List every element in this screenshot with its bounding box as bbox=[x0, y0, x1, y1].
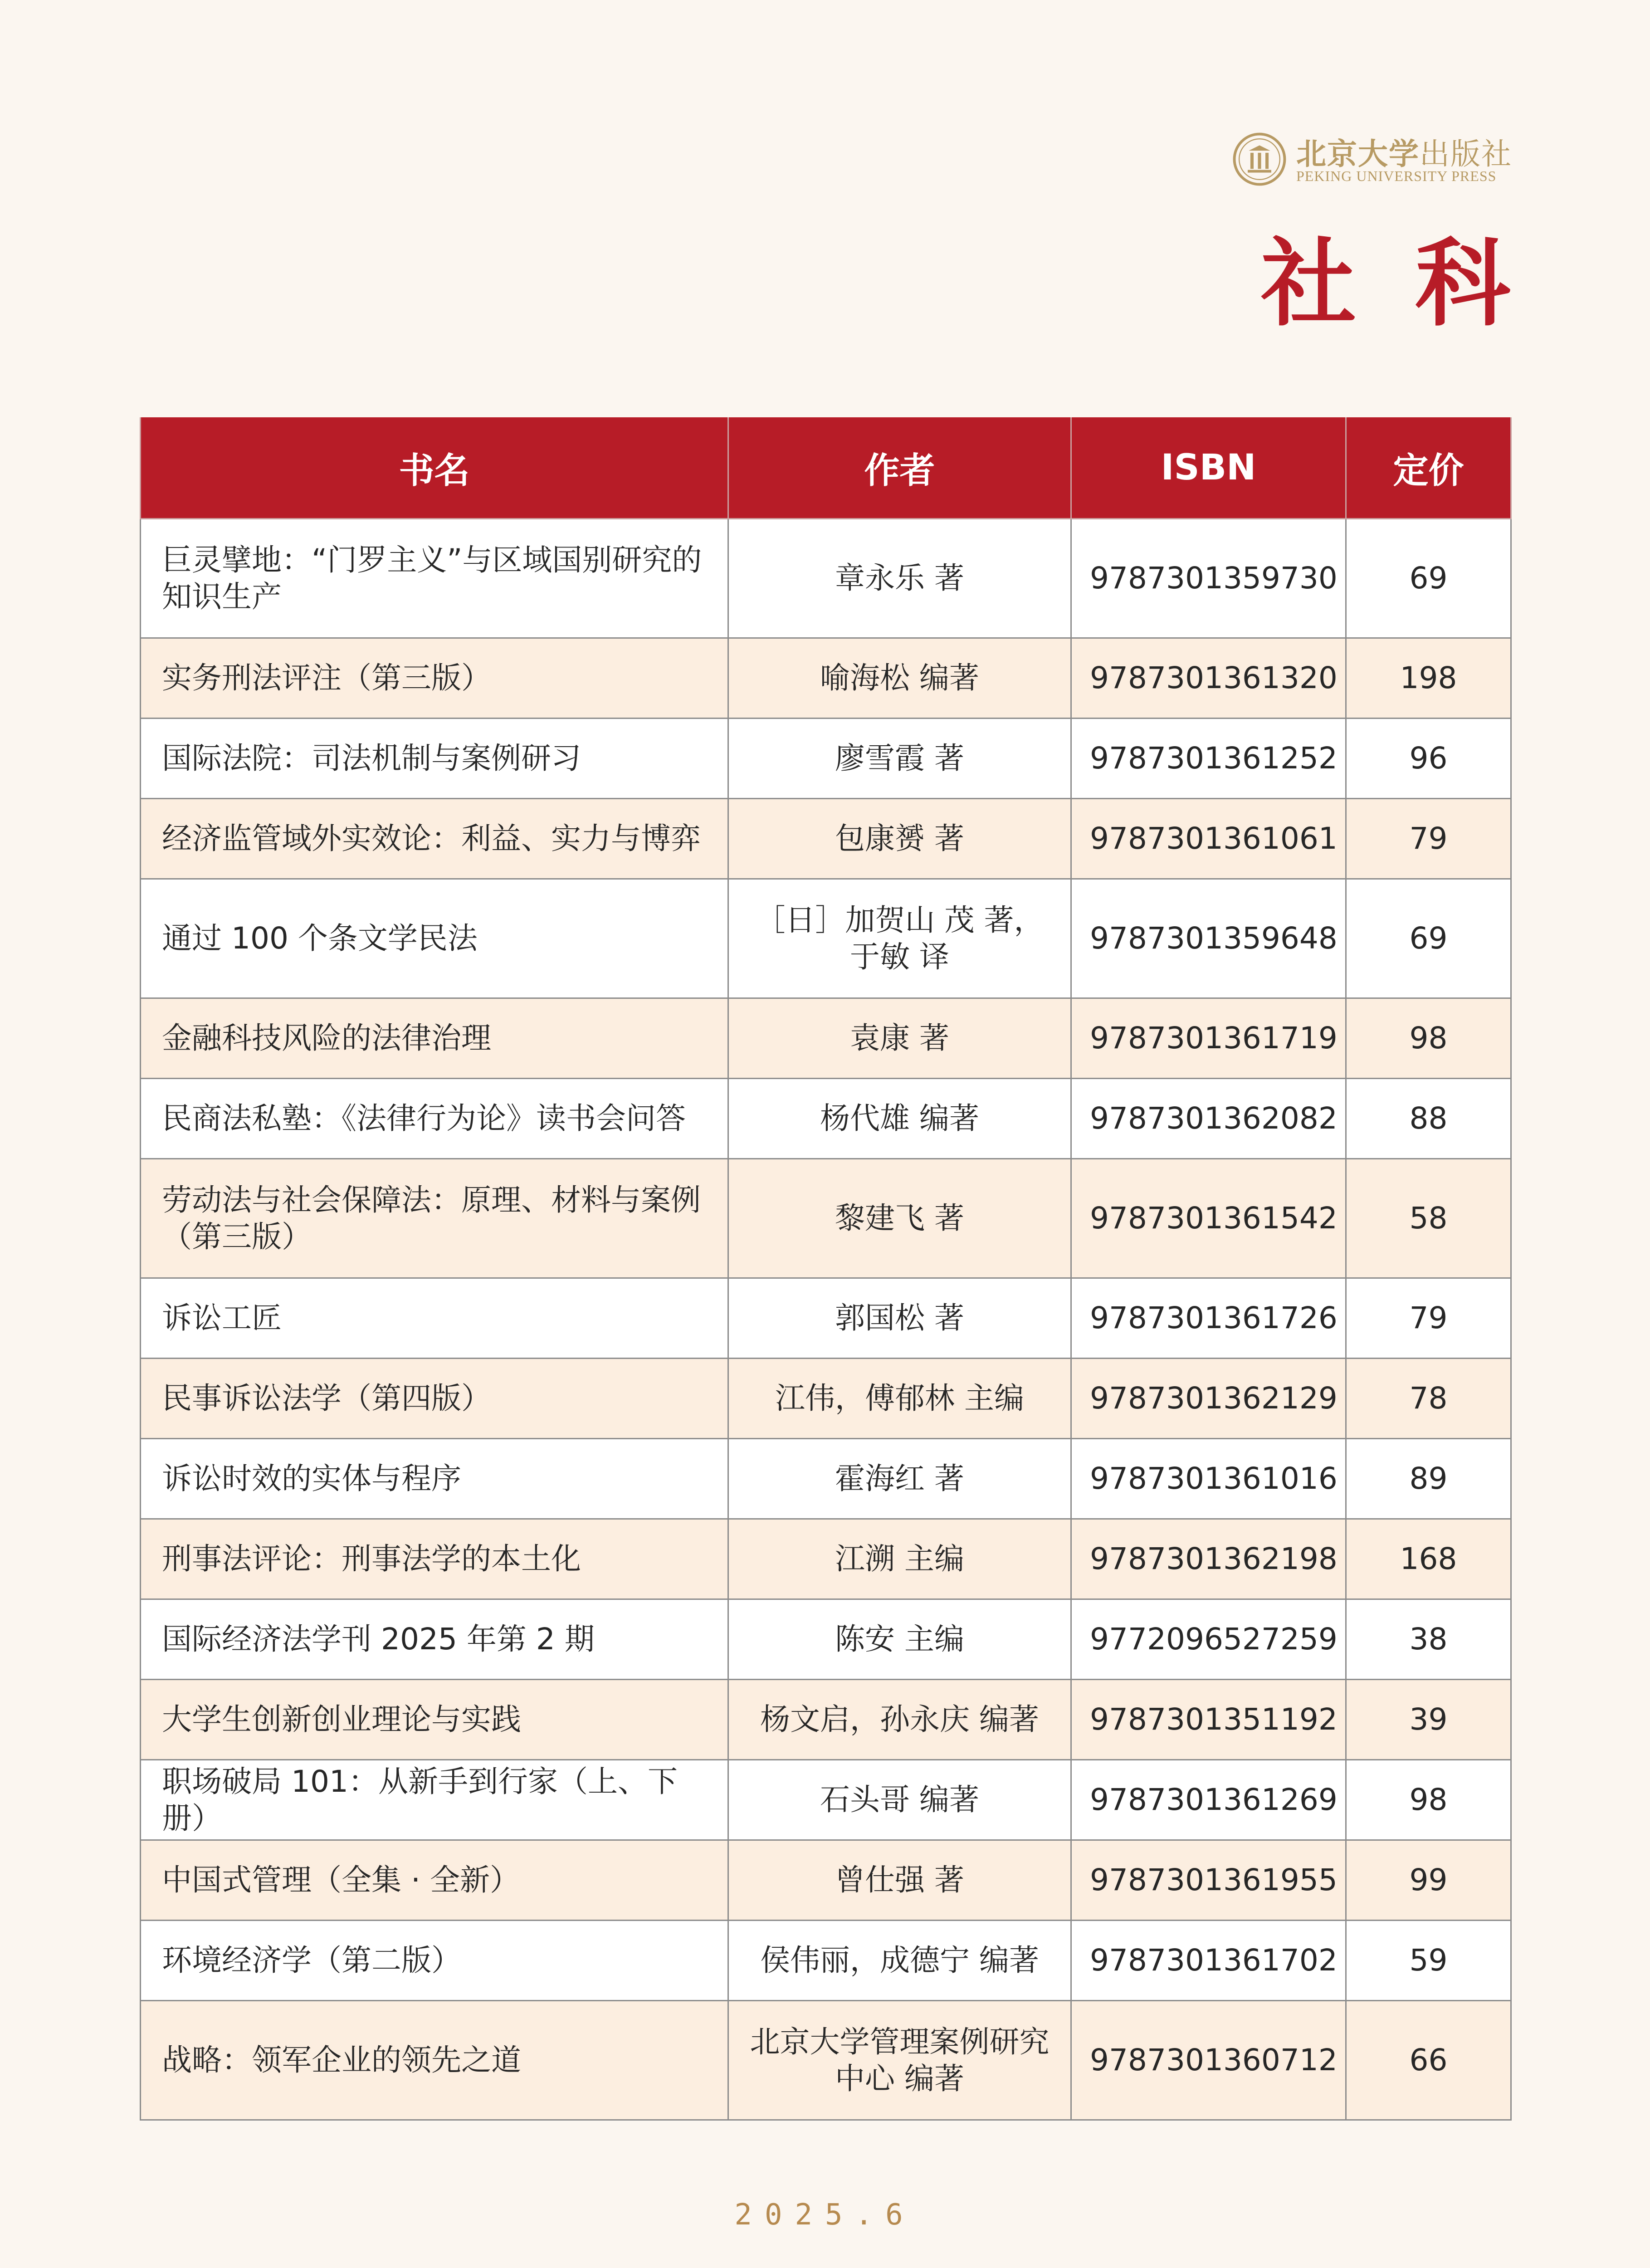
book-title: 刑事法评论：刑事法学的本土化 bbox=[141, 1519, 728, 1599]
book-price: 79 bbox=[1346, 799, 1511, 879]
table-row bbox=[141, 719, 1511, 799]
book-price: 96 bbox=[1346, 719, 1511, 799]
book-isbn: 9787301351192 bbox=[1071, 1680, 1346, 1760]
book-isbn: 9787301361016 bbox=[1071, 1439, 1346, 1519]
book-title: 国际经济法学刊 2025 年第 2 期 bbox=[141, 1599, 728, 1680]
book-isbn: 9787301362129 bbox=[1071, 1359, 1346, 1439]
header-title: 书名 bbox=[141, 417, 728, 519]
table-row bbox=[141, 1680, 1511, 1760]
book-price: 66 bbox=[1346, 2001, 1511, 2120]
book-author: 郭国松 著 bbox=[728, 1278, 1071, 1359]
book-isbn: 9787301361269 bbox=[1071, 1760, 1346, 1840]
table-row bbox=[141, 1159, 1511, 1278]
table-row bbox=[141, 1278, 1511, 1359]
book-title: 职场破局 101：从新手到行家（上、下册） bbox=[141, 1760, 728, 1840]
book-title: 国际法院：司法机制与案例研习 bbox=[141, 719, 728, 799]
book-isbn: 9787301361726 bbox=[1071, 1278, 1346, 1359]
book-price: 99 bbox=[1346, 1840, 1511, 1921]
book-author: 陈安 主编 bbox=[728, 1599, 1071, 1680]
book-price: 69 bbox=[1346, 519, 1511, 638]
book-author: 杨代雄 编著 bbox=[728, 1079, 1071, 1159]
book-title: 实务刑法评注（第三版） bbox=[141, 638, 728, 719]
book-title: 民商法私塾：《法律行为论》读书会问答 bbox=[141, 1079, 728, 1159]
page-title: 社科 bbox=[1260, 227, 1569, 339]
table-row bbox=[141, 799, 1511, 879]
book-price: 38 bbox=[1346, 1599, 1511, 1680]
book-title: 巨灵擘地：“门罗主义”与区域国别研究的知识生产 bbox=[141, 519, 728, 638]
table-row bbox=[141, 1760, 1511, 1840]
publisher-name bbox=[1296, 130, 1512, 173]
table-row bbox=[141, 998, 1511, 1079]
book-title: 诉讼工匠 bbox=[141, 1278, 728, 1359]
book-isbn: 9787301361719 bbox=[1071, 998, 1346, 1079]
table-row bbox=[141, 1599, 1511, 1680]
table-row bbox=[141, 1079, 1511, 1159]
book-isbn: 9787301359730 bbox=[1071, 519, 1346, 638]
book-title: 劳动法与社会保障法：原理、材料与案例（第三版） bbox=[141, 1159, 728, 1278]
book-price: 59 bbox=[1346, 1921, 1511, 2001]
book-price: 69 bbox=[1346, 879, 1511, 998]
book-table bbox=[140, 417, 1512, 2121]
book-title: 金融科技风险的法律治理 bbox=[141, 998, 728, 1079]
book-author: 侯伟丽，成德宁 编著 bbox=[728, 1921, 1071, 2001]
publisher-name-en: PEKING UNIVERSITY PRESS bbox=[1296, 168, 1497, 184]
header-author: 作者 bbox=[728, 417, 1071, 519]
book-isbn: 9787301361542 bbox=[1071, 1159, 1346, 1278]
publisher-logo bbox=[1233, 130, 1514, 189]
publisher-name-light: 出版社 bbox=[1420, 137, 1512, 171]
book-price: 79 bbox=[1346, 1278, 1511, 1359]
book-price: 98 bbox=[1346, 1760, 1511, 1840]
book-title: 战略：领军企业的领先之道 bbox=[141, 2001, 728, 2120]
book-price: 98 bbox=[1346, 998, 1511, 1079]
book-title: 民事诉讼法学（第四版） bbox=[141, 1359, 728, 1439]
book-isbn: 9787301361955 bbox=[1071, 1840, 1346, 1921]
book-isbn: 9787301361320 bbox=[1071, 638, 1346, 719]
publisher-name-bold: 北京大学 bbox=[1296, 136, 1420, 171]
book-isbn: 9787301362082 bbox=[1071, 1079, 1346, 1159]
book-author: 杨文启，孙永庆 编著 bbox=[728, 1680, 1071, 1760]
book-author: 北京大学管理案例研究中心 编著 bbox=[728, 2001, 1071, 2120]
book-isbn: 9787301359648 bbox=[1071, 879, 1346, 998]
book-author: ［日］加贺山 茂 著，于敏 译 bbox=[728, 879, 1071, 998]
header-isbn: ISBN bbox=[1071, 417, 1346, 519]
book-author: 江伟，傅郁林 主编 bbox=[728, 1359, 1071, 1439]
book-title: 通过 100 个条文学民法 bbox=[141, 879, 728, 998]
table-row bbox=[141, 1921, 1511, 2001]
book-author: 包康赟 著 bbox=[728, 799, 1071, 879]
book-title: 诉讼时效的实体与程序 bbox=[141, 1439, 728, 1519]
book-isbn: 9787301361252 bbox=[1071, 719, 1346, 799]
book-author: 喻海松 编著 bbox=[728, 638, 1071, 719]
header-price: 定价 bbox=[1346, 417, 1511, 519]
book-isbn: 9787301361061 bbox=[1071, 799, 1346, 879]
book-price: 168 bbox=[1346, 1519, 1511, 1599]
table-row bbox=[141, 638, 1511, 719]
book-price: 88 bbox=[1346, 1079, 1511, 1159]
table-row bbox=[141, 1359, 1511, 1439]
book-author: 袁康 著 bbox=[728, 998, 1071, 1079]
book-title: 环境经济学（第二版） bbox=[141, 1921, 728, 2001]
book-price: 39 bbox=[1346, 1680, 1511, 1760]
book-author: 江溯 主编 bbox=[728, 1519, 1071, 1599]
table-header-row bbox=[141, 417, 1511, 519]
peking-university-seal-icon bbox=[1233, 132, 1286, 186]
book-price: 198 bbox=[1346, 638, 1511, 719]
book-isbn: 9787301360712 bbox=[1071, 2001, 1346, 2120]
book-isbn: 9772096527259 bbox=[1071, 1599, 1346, 1680]
book-author: 廖雪霞 著 bbox=[728, 719, 1071, 799]
book-author: 黎建飞 著 bbox=[728, 1159, 1071, 1278]
book-author: 石头哥 编著 bbox=[728, 1760, 1071, 1840]
table-row bbox=[141, 519, 1511, 638]
book-author: 霍海红 著 bbox=[728, 1439, 1071, 1519]
book-isbn: 9787301361702 bbox=[1071, 1921, 1346, 2001]
book-author: 章永乐 著 bbox=[728, 519, 1071, 638]
table-row bbox=[141, 2001, 1511, 2120]
book-price: 78 bbox=[1346, 1359, 1511, 1439]
table-row bbox=[141, 1840, 1511, 1921]
book-author: 曾仕强 著 bbox=[728, 1840, 1071, 1921]
book-title: 中国式管理（全集 · 全新） bbox=[141, 1840, 728, 1921]
book-price: 89 bbox=[1346, 1439, 1511, 1519]
book-isbn: 9787301362198 bbox=[1071, 1519, 1346, 1599]
book-title: 大学生创新创业理论与实践 bbox=[141, 1680, 728, 1760]
book-title: 经济监管域外实效论：利益、实力与博弈 bbox=[141, 799, 728, 879]
footer-date: 2025.6 bbox=[734, 2198, 916, 2232]
table-row bbox=[141, 1519, 1511, 1599]
book-price: 58 bbox=[1346, 1159, 1511, 1278]
table-row bbox=[141, 1439, 1511, 1519]
table-row bbox=[141, 879, 1511, 998]
